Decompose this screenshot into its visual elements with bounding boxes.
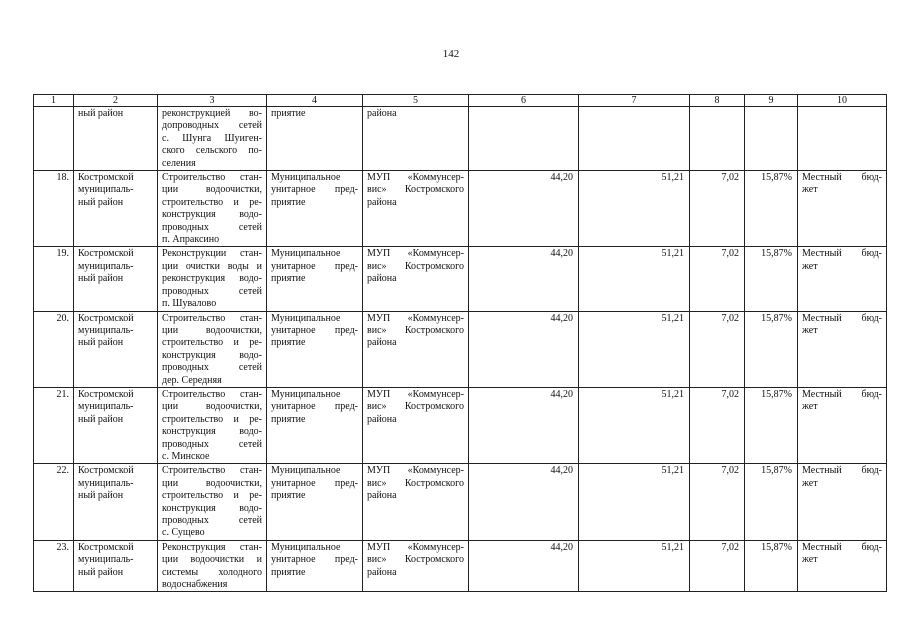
cell-text-line: Местный бюд- [802,388,882,400]
header-cell-1: 1 [34,95,74,107]
header-cell-6: 6 [469,95,579,107]
cell-org [363,387,469,463]
cell-org-type [267,171,363,247]
cell-org [363,540,469,592]
cell-text-line: муниципаль- [78,477,134,489]
cell-text-line: жет [802,324,818,336]
header-cell-8: 8 [690,95,745,107]
cell-col6 [469,107,579,171]
cell-text-line: водоснабжения [162,579,228,591]
cell-text-line: ный район [78,413,124,425]
cell-text-line: проводных сетей [162,362,262,374]
cell-text-line: унитарное пред- [271,184,358,196]
cell-col7: 51,21 [579,540,690,592]
cell-org [363,107,469,171]
cell-col7 [579,107,690,171]
header-cell-10: 10 [798,95,887,107]
cell-col9: 15,87% [745,387,798,463]
cell-source [798,387,887,463]
cell-text-line: дер. Середняя [162,374,222,386]
cell-source [798,311,887,387]
cell-col7: 51,21 [579,387,690,463]
cell-col9 [745,107,798,171]
cell-text-line: ции водоочистки, [162,401,262,413]
cell-text-line: Костромской [78,388,134,400]
table-header [34,95,887,107]
cell-text-line: жет [802,184,818,196]
cell-text-line: района [367,413,397,425]
cell-text-line: унитарное пред- [271,401,358,413]
cell-text-line: Костромской [78,248,134,260]
cell-text-line: унитарное пред- [271,324,358,336]
table-row [34,171,887,247]
cell-text-line: конструкция водо- [162,209,262,221]
cell-text-line: района [367,273,397,285]
cell-text-line: ный район [78,337,124,349]
cell-text-line: ный район [78,108,124,119]
cell-text-line: ный район [78,490,124,502]
cell-text-line: Муниципальное [271,465,341,477]
cell-text-line: ный район [78,196,124,208]
cell-text-line: приятие [271,337,306,349]
cell-col7: 51,21 [579,247,690,311]
header-cell-3: 3 [158,95,267,107]
cell-text-line: реконструкция водо- [162,273,262,285]
cell-text-line: Местный бюд- [802,172,882,184]
cell-text-line: Местный бюд- [802,312,882,324]
cell-text-line: района [367,337,397,349]
cell-text-line: вис» Костромского [367,554,464,566]
cell-text-line: реконструкцией во- [162,108,262,119]
cell-text-line: Костромской [78,465,134,477]
cell-text-line: унитарное пред- [271,260,358,272]
cell-text-line: п. Шувалово [162,298,217,310]
cell-org-type [267,247,363,311]
cell-text-line: МУП «Коммунсер- [367,465,464,477]
cell-org-type [267,464,363,540]
cell-text-line: строительство и ре- [162,413,262,425]
cell-org [363,464,469,540]
cell-text-line: вис» Костромского [367,401,464,413]
header-cell-9: 9 [745,95,798,107]
cell-text-line: вис» Костромского [367,184,464,196]
cell-text-line: ции водоочистки и [162,554,262,566]
cell-project [158,171,267,247]
cell-col9: 15,87% [745,311,798,387]
cell-col7: 51,21 [579,464,690,540]
cell-org [363,247,469,311]
cell-text-line: района [367,566,397,578]
cell-text-line: жет [802,477,818,489]
cell-text-line: строительство и ре- [162,337,262,349]
cell-text-line: унитарное пред- [271,554,358,566]
cell-text-line: строительство и ре- [162,490,262,502]
cell-text-line: проводных сетей [162,438,262,450]
cell-text-line: Муниципальное [271,541,341,553]
cell-text-line: муниципаль- [78,260,134,272]
cell-col8: 7,02 [690,464,745,540]
cell-text-line: ции водоочистки, [162,184,262,196]
table-row [34,387,887,463]
cell-text-line: с. Шунга Шуиген- [162,132,262,144]
table-row [34,540,887,592]
cell-text-line: с. Минское [162,450,210,462]
table-row [34,311,887,387]
continuation-row [34,107,887,171]
header-row [34,95,887,107]
cell-text-line: п. Апраксино [162,234,220,246]
cell-text-line: Местный бюд- [802,541,882,553]
cell-text-line: допроводных сетей [162,120,262,132]
cell-text-line: МУП «Коммунсер- [367,172,464,184]
cell-text-line: Строительство стан- [162,388,262,400]
cell-text-line: МУП «Коммунсер- [367,312,464,324]
cell-district [74,464,158,540]
cell-project [158,540,267,592]
cell-text-line: приятие [271,108,306,119]
table-row [34,247,887,311]
cell-text-line: Местный бюд- [802,465,882,477]
cell-text-line: МУП «Коммунсер- [367,248,464,260]
cell-text-line: Муниципальное [271,172,341,184]
cell-text-line: ный район [78,273,124,285]
cell-text-line: вис» Костромского [367,260,464,272]
cell-text-line: района [367,490,397,502]
cell-text-line: проводных сетей [162,515,262,526]
cell-source [798,171,887,247]
cell-text-line: ции очистки воды и [162,260,262,272]
cell-text-line: Реконструкция стан- [162,541,262,553]
cell-text-line: района [367,108,397,119]
cell-org-type [267,107,363,171]
cell-col8: 7,02 [690,311,745,387]
cell-text-line: Костромской [78,541,134,553]
cell-text-line: приятие [271,413,306,425]
cell-source [798,540,887,592]
cell-col6: 44,20 [469,247,579,311]
cell-district [74,540,158,592]
cell-col6: 44,20 [469,464,579,540]
cell-index: 22. [34,464,74,540]
cell-text-line: муниципаль- [78,324,134,336]
cell-district [74,247,158,311]
cell-project [158,464,267,540]
cell-col8: 7,02 [690,247,745,311]
cell-text-line: Строительство стан- [162,465,262,477]
cell-project [158,107,267,171]
cell-col9: 15,87% [745,247,798,311]
cell-text-line: вис» Костромского [367,324,464,336]
cell-text-line: приятие [271,490,306,502]
cell-project [158,247,267,311]
cell-text-line: приятие [271,273,306,285]
cell-text-line: МУП «Коммунсер- [367,388,464,400]
cell-text-line: ции водоочистки, [162,477,262,489]
cell-district [74,311,158,387]
cell-index: 19. [34,247,74,311]
cell-text-line: Строительство стан- [162,172,262,184]
cell-text-line: муниципаль- [78,184,134,196]
cell-text-line: вис» Костромского [367,477,464,489]
cell-district [74,387,158,463]
cell-col7: 51,21 [579,171,690,247]
cell-text-line: конструкция водо- [162,426,262,438]
cell-text-line: Муниципальное [271,248,341,260]
cell-text-line: МУП «Коммунсер- [367,541,464,553]
cell-text-line: жет [802,554,818,566]
cell-text-line: Муниципальное [271,312,341,324]
page-number: 142 [442,48,460,60]
cell-org [363,171,469,247]
cell-text-line: конструкция водо- [162,349,262,361]
cell-col8: 7,02 [690,387,745,463]
cell-district [74,107,158,171]
cell-text-line: Местный бюд- [802,248,882,260]
cell-col8: 7,02 [690,171,745,247]
cell-text-line: жет [802,401,818,413]
cell-col9: 15,87% [745,464,798,540]
cell-org [363,311,469,387]
cell-source [798,464,887,540]
cell-text-line: ции водоочистки, [162,324,262,336]
cell-text-line: системы холодного [162,566,262,578]
cell-text-line: муниципаль- [78,401,134,413]
data-table [33,94,887,592]
cell-index [34,107,74,171]
cell-col9: 15,87% [745,540,798,592]
cell-index: 20. [34,311,74,387]
cell-col6: 44,20 [469,171,579,247]
cell-text-line: района [367,196,397,208]
cell-text-line: строительство и ре- [162,196,262,208]
cell-source [798,247,887,311]
cell-project [158,387,267,463]
cell-col8 [690,107,745,171]
cell-index: 23. [34,540,74,592]
cell-text-line: унитарное пред- [271,477,358,489]
cell-col7: 51,21 [579,311,690,387]
cell-text-line: Муниципальное [271,388,341,400]
cell-col6: 44,20 [469,540,579,592]
cell-district [74,171,158,247]
cell-text-line: приятие [271,566,306,578]
cell-text-line: ный район [78,566,124,578]
cell-text-line: конструкция водо- [162,502,262,514]
cell-col6: 44,20 [469,387,579,463]
cell-text-line: Реконструкции стан- [162,248,262,260]
cell-text-line: приятие [271,196,306,208]
cell-org-type [267,540,363,592]
cell-text-line: муниципаль- [78,554,134,566]
cell-col10 [798,107,887,171]
cell-text-line: селения [162,157,196,169]
cell-org-type [267,311,363,387]
cell-index: 21. [34,387,74,463]
cell-text-line: жет [802,260,818,272]
header-cell-2: 2 [74,95,158,107]
header-cell-5: 5 [363,95,469,107]
cell-index: 18. [34,171,74,247]
cell-col8: 7,02 [690,540,745,592]
cell-col9: 15,87% [745,171,798,247]
cell-org-type [267,387,363,463]
header-cell-4: 4 [267,95,363,107]
cell-col6: 44,20 [469,311,579,387]
cell-project [158,311,267,387]
cell-text-line: проводных сетей [162,285,262,297]
cell-text-line: Строительство стан- [162,312,262,324]
table-body [34,107,887,592]
cell-text-line: ского сельского по- [162,145,262,157]
cell-text-line: Костромской [78,172,134,184]
cell-text-line: Костромской [78,312,134,324]
header-cell-7: 7 [579,95,690,107]
table-row [34,464,887,540]
cell-text-line: с. Сущево [162,527,205,539]
cell-text-line: проводных сетей [162,221,262,233]
